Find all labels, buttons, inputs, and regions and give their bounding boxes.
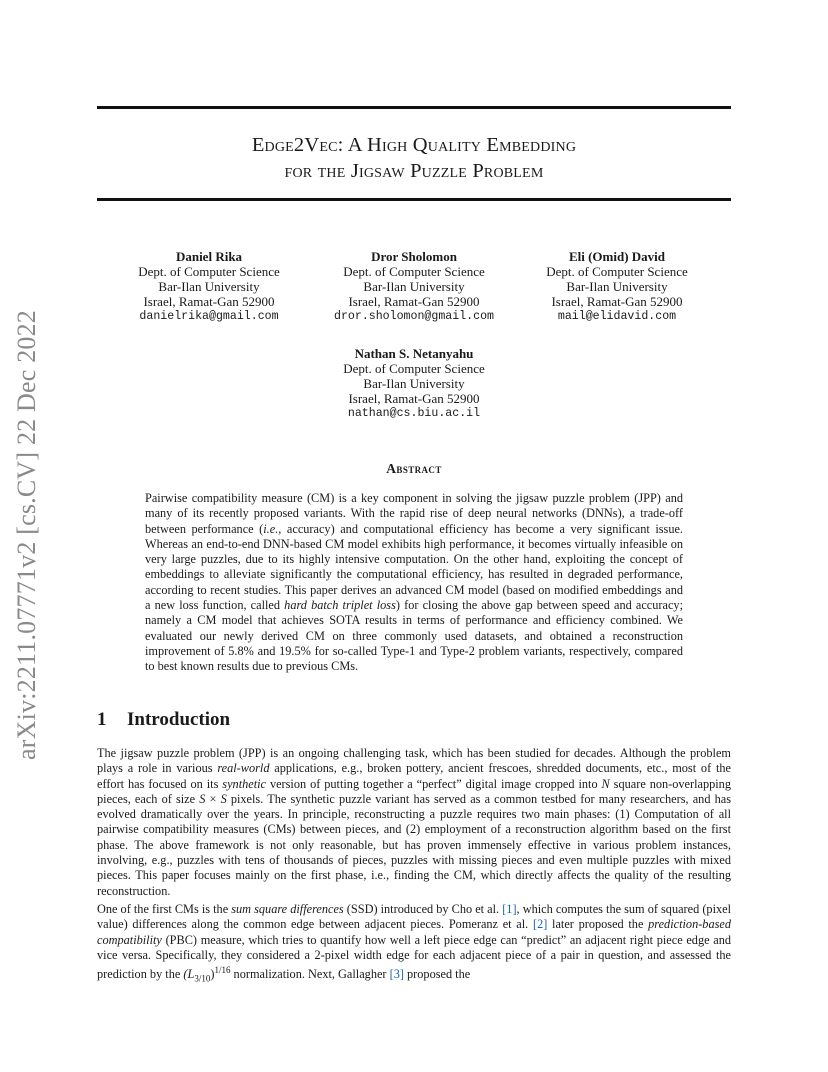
title-line-2: for the Jigsaw Puzzle Problem: [284, 160, 544, 182]
author-dept: Dept. of Computer Science: [138, 264, 280, 279]
abstract-text: ) for closing the above gap between speed and accuracy; namely a CM model that achieves SOTA results in terms of performance and efficiency combined. We evaluated our newly derived CM on three commonly used datasets, and obtained a reconstruction improvement of 5.8% and 19.5% for so-called Type-1 and Type-2 problem variants, respectively, compared to best known results due to previous CMs.: [145, 598, 683, 674]
author-block: [309, 346, 519, 421]
text-run: proposed the: [403, 967, 471, 982]
abstract-text: Pairwise compatibility measure (CM) is a key component in solving the jigsaw puzzle problem (JPP) and many of its recently proposed variants. With the rapid rise of deep neural networks (DNNs), a trade-off between performance (: [145, 491, 683, 536]
section-heading: [97, 709, 230, 731]
math-subscript: 3/10: [194, 973, 211, 984]
author-university: Bar-Ilan University: [363, 376, 465, 391]
author-email[interactable]: dror.sholomon@gmail.com: [333, 310, 495, 323]
math-symbol: S: [199, 791, 206, 806]
emphasis: prediction-based compatibility: [97, 917, 731, 947]
text-run: The jigsaw puzzle problem (JPP) is an ongoing challenging task, which has been studied for decades. Although the problem plays a role in various: [97, 746, 731, 776]
author-email[interactable]: nathan@cs.biu.ac.il: [347, 407, 481, 420]
text-run: square non-overlapping pieces, each of size: [97, 776, 731, 806]
author-name: Eli (Omid) David: [568, 249, 666, 264]
author-city: Israel, Ramat-Gan 52900: [348, 294, 480, 309]
author-city: Israel, Ramat-Gan 52900: [348, 391, 480, 406]
author-email[interactable]: mail@elidavid.com: [557, 310, 677, 323]
title-rule-top: [97, 106, 731, 109]
citation-link[interactable]: [2]: [532, 917, 548, 932]
math-symbol: N: [601, 776, 610, 791]
citation-link[interactable]: [3]: [389, 967, 404, 982]
abstract-loss-name: hard batch triplet loss: [284, 598, 396, 613]
author-block: [512, 249, 722, 324]
math-symbol: ): [210, 967, 215, 982]
author-name: Nathan S. Netanyahu: [354, 346, 474, 361]
section-number: 1: [97, 709, 107, 730]
abstract-body: [145, 491, 683, 675]
abstract-heading: Abstract: [386, 461, 442, 476]
author-dept: Dept. of Computer Science: [546, 264, 688, 279]
abstract-text: , accuracy) and computational efficiency has become a very significant issue. Whereas an end-to-end DNN-based CM model exhibits high performance, it becomes virtually infeasible on very large puzzles, due to its highly intensive computation. On the other hand, exploiting the concept of embeddings to alleviate significantly the computational efficiency, has resulted in degraded performance, according to recent studies. This paper derives an advanced CM model (based on modified embeddings and a new loss function, called: [145, 521, 684, 613]
arxiv-sidebar-stamp: arXiv:2211.07771v2 [cs.CV] 22 Dec 2022: [12, 309, 41, 760]
text-run: , which computes the sum of squared (pixel value) differences along the common edge between adjacent pieces. Pomeranz et al.: [97, 902, 732, 932]
text-run: later proposed the: [547, 917, 649, 932]
author-email[interactable]: danielrika@gmail.com: [139, 310, 279, 323]
text-run: applications, e.g., broken pottery, ancient frescoes, shredded documents, etc., most of the effort has focused on its: [97, 761, 731, 791]
intro-paragraph-2: [97, 902, 731, 987]
emphasis: real-world: [217, 761, 270, 776]
math-symbol: (L: [183, 967, 195, 982]
author-dept: Dept. of Computer Science: [343, 264, 485, 279]
abstract-ie: i.e.: [263, 521, 279, 536]
author-name: Dror Sholomon: [371, 249, 457, 264]
emphasis: synthetic: [222, 776, 267, 791]
text-run: (SSD) introduced by Cho et al.: [343, 902, 503, 916]
norm-formula: [183, 965, 231, 984]
intro-paragraph-1: [97, 746, 731, 899]
title-rule-bottom: [97, 198, 731, 201]
author-university: Bar-Ilan University: [363, 279, 465, 294]
math-symbol: S: [220, 791, 227, 806]
section-title: Introduction: [127, 709, 231, 730]
author-city: Israel, Ramat-Gan 52900: [143, 294, 275, 309]
author-block: [104, 249, 314, 324]
math-operator: ×: [205, 791, 221, 806]
author-university: Bar-Ilan University: [158, 279, 260, 294]
text-run: One of the first CMs is the: [97, 902, 232, 916]
author-dept: Dept. of Computer Science: [343, 361, 485, 376]
math-superscript: 1/16: [214, 965, 231, 976]
text-run: (PBC) measure, which tries to quantify how well a left piece edge can “predict” an adjacent right piece edge and vice versa. Specifically, they considered a 2-pixel width edge for each adjacent piece of a pair in question, and assessed the prediction by the: [97, 932, 731, 982]
citation-link[interactable]: [1]: [502, 902, 517, 916]
author-block: [309, 249, 519, 324]
author-university: Bar-Ilan University: [566, 279, 668, 294]
author-name: Daniel Rika: [175, 249, 243, 264]
paper-title: [97, 132, 731, 184]
text-run: normalization. Next, Gallagher: [230, 967, 390, 982]
title-line-1: Edge2Vec: A High Quality Embedding: [251, 134, 577, 156]
text-run: version of putting together a “perfect” digital image cropped into: [266, 776, 602, 791]
emphasis: sum square differences: [231, 902, 344, 916]
author-city: Israel, Ramat-Gan 52900: [551, 294, 683, 309]
text-run: pixels. The synthetic puzzle variant has served as a common testbed for many researchers, and has evolved dramatically over the years. In principle, reconstructing a puzzle requires two main phases: (1) Computation of all pairwise compatibility measures (CMs) between pieces, and (2) employment of a reconstruction algorithm based on the first phase. The above framework is not only reasonable, but has proven immensely effective in various problem instances, involving, e.g., puzzles with tens of thousands of pieces, puzzles with missing pieces and even multiple puzzles with mixed pieces. This paper focuses mainly on the first phase, i.e., finding the CM, which directly affects the quality of the resulting reconstruction.: [97, 791, 731, 898]
